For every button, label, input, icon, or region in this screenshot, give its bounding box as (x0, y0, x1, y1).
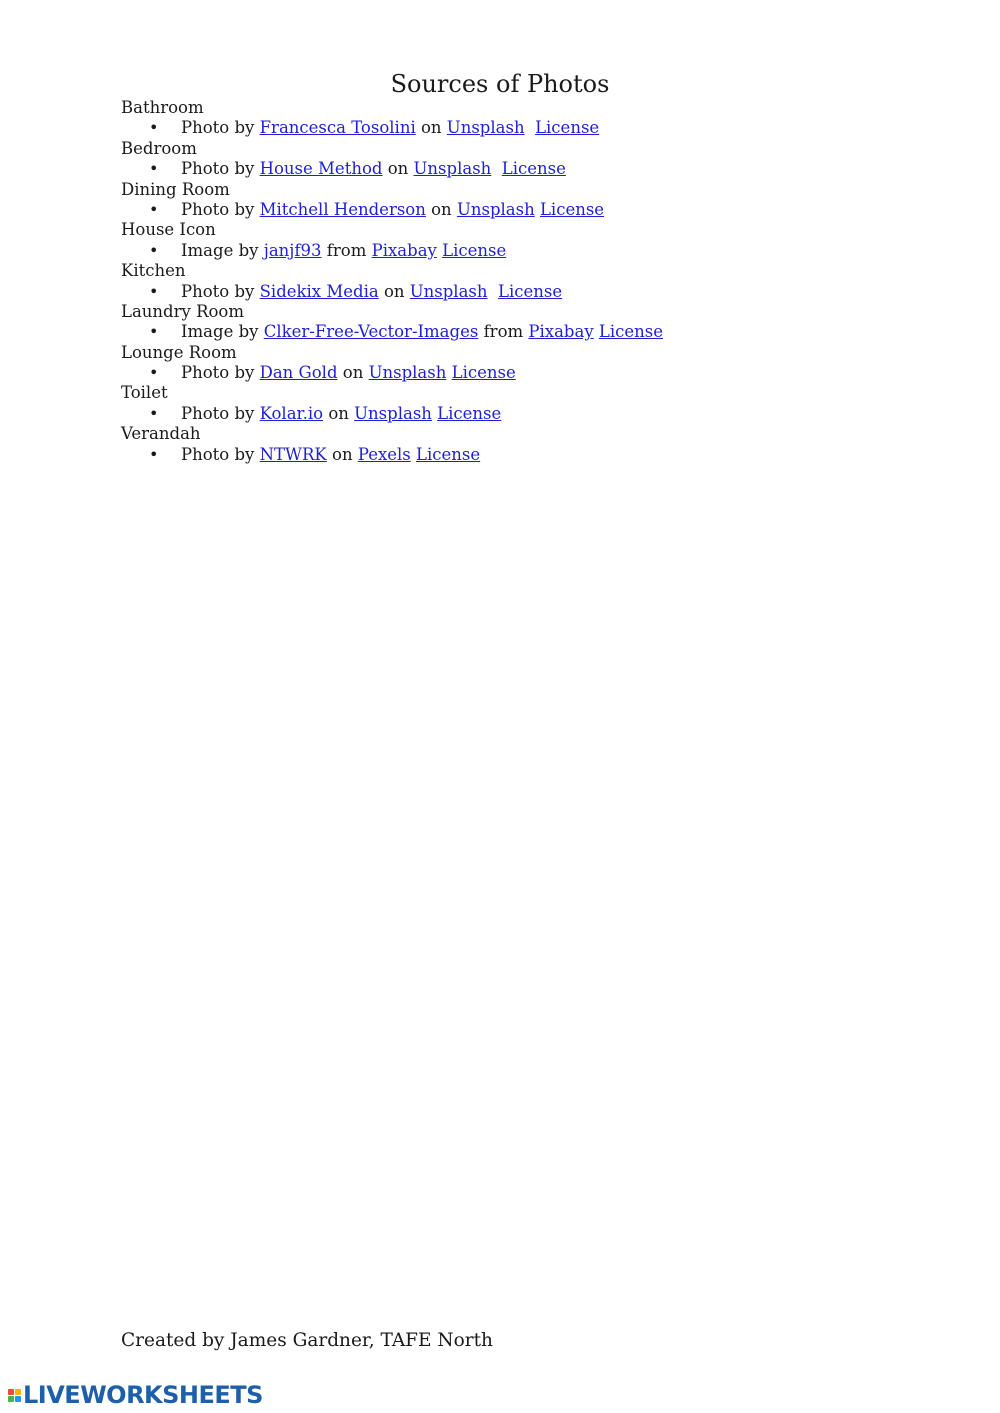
license-link[interactable]: License (442, 240, 507, 260)
license-link[interactable]: License (598, 322, 664, 342)
author-link[interactable]: Dan Gold (259, 363, 338, 383)
bullet-icon: • (149, 281, 159, 301)
credit-entry (121, 363, 821, 383)
credit-prefix: Photo by (181, 199, 255, 219)
credit-connector: on (383, 281, 405, 301)
bullet-icon: • (149, 118, 159, 138)
footer-credit: Created by James Gardner, TAFE North (121, 1330, 493, 1351)
source-site-link[interactable]: Unsplash (368, 363, 447, 383)
room-heading: Toilet (121, 383, 168, 403)
source-site-link[interactable]: Pixabay (528, 322, 594, 342)
logo-square (15, 1389, 21, 1395)
author-link[interactable]: Clker-Free-Vector-Images (263, 322, 479, 342)
page-title: Sources of Photos (390, 70, 610, 98)
logo-square (8, 1389, 14, 1395)
bullet-icon: • (149, 322, 159, 342)
credits-list (121, 98, 821, 465)
logo-icon (8, 1389, 21, 1402)
source-site-link[interactable]: Unsplash (354, 403, 432, 423)
license-link[interactable]: License (535, 118, 600, 138)
logo-square (15, 1396, 21, 1402)
credit-entry (121, 118, 821, 138)
credit-prefix: Photo by (181, 159, 255, 179)
room-heading: Dining Room (121, 179, 230, 199)
credit-connector: on (420, 118, 442, 138)
source-site-link[interactable]: Unsplash (446, 118, 525, 138)
credit-entry (121, 404, 821, 424)
author-link[interactable]: Kolar.io (259, 403, 324, 423)
room-heading: Laundry Room (121, 301, 245, 321)
credit-connector: on (328, 403, 349, 423)
credit-entry (121, 322, 821, 342)
logo-square (8, 1396, 14, 1402)
bullet-icon: • (149, 240, 159, 260)
room-heading: Lounge Room (121, 342, 237, 362)
credit-entry (121, 445, 821, 465)
credit-entry (121, 200, 821, 220)
credit-entry (121, 241, 821, 261)
author-link[interactable]: House Method (259, 159, 383, 179)
credit-prefix: Photo by (181, 403, 255, 423)
author-link[interactable]: NTWRK (259, 444, 327, 464)
author-link[interactable]: Sidekix Media (259, 281, 379, 301)
credit-prefix: Photo by (181, 363, 255, 383)
source-site-link[interactable]: Pixabay (371, 240, 437, 260)
bullet-icon: • (149, 363, 159, 383)
brand-logo[interactable] (8, 1382, 263, 1408)
license-link[interactable]: License (498, 281, 563, 301)
credit-prefix: Image by (181, 240, 259, 260)
credit-prefix: Photo by (181, 281, 255, 301)
credit-prefix: Photo by (181, 444, 255, 464)
license-link[interactable]: License (451, 363, 516, 383)
credit-prefix: Photo by (181, 118, 255, 138)
credit-connector: on (332, 444, 353, 464)
room-heading: Kitchen (121, 261, 186, 281)
room-heading: Bathroom (121, 98, 204, 117)
credit-prefix: Image by (181, 322, 259, 342)
credit-connector: on (431, 199, 452, 219)
source-site-link[interactable]: Unsplash (409, 281, 488, 301)
room-heading: House Icon (121, 220, 216, 240)
room-heading: Bedroom (121, 138, 197, 158)
credit-connector: from (326, 240, 367, 260)
author-link[interactable]: Francesca Tosolini (259, 118, 416, 138)
bullet-icon: • (149, 444, 159, 464)
room-heading: Verandah (121, 424, 201, 444)
author-link[interactable]: Mitchell Henderson (259, 199, 426, 219)
license-link[interactable]: License (437, 403, 502, 423)
bullet-icon: • (149, 159, 159, 179)
bullet-icon: • (149, 403, 159, 423)
source-site-link[interactable]: Unsplash (456, 199, 535, 219)
source-site-link[interactable]: Unsplash (413, 159, 492, 179)
credit-connector: on (387, 159, 409, 179)
bullet-icon: • (149, 199, 159, 219)
credit-connector: from (483, 322, 524, 342)
credit-entry (121, 159, 821, 179)
credit-entry (121, 282, 821, 302)
credit-connector: on (342, 363, 364, 383)
license-link[interactable]: License (539, 199, 605, 219)
source-site-link[interactable]: Pexels (357, 444, 411, 464)
license-link[interactable]: License (416, 444, 481, 464)
license-link[interactable]: License (501, 159, 566, 179)
author-link[interactable]: janjf93 (263, 240, 322, 260)
brand-name: LIVEWORKSHEETS (23, 1381, 263, 1409)
